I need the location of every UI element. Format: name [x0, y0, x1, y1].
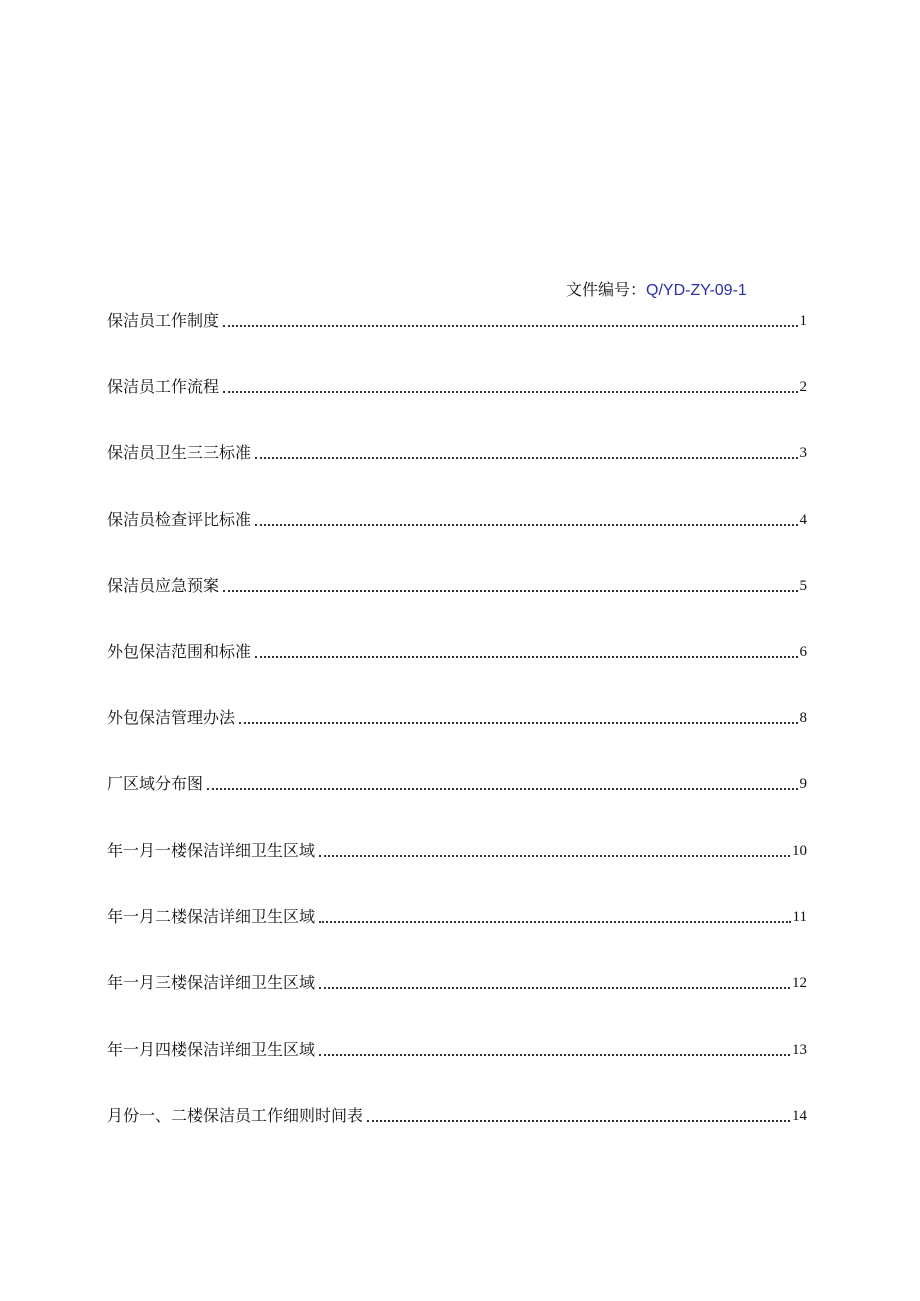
toc-entry-page: 9: [799, 776, 807, 792]
toc-entry-page: 1: [799, 313, 807, 329]
toc-entry[interactable]: [107, 1037, 807, 1061]
toc-dot-leader: [319, 1054, 790, 1056]
toc-entry-title: 年一月三楼保洁详细卫生区域: [107, 973, 316, 992]
toc-dot-leader: [255, 457, 797, 459]
toc-dot-leader: [319, 987, 790, 989]
toc-entry-page: 12: [792, 975, 807, 991]
toc-dot-leader: [255, 524, 797, 526]
toc-entry[interactable]: [107, 440, 807, 464]
toc-entry-title: 保洁员工作流程: [107, 377, 220, 396]
toc-entry-title: 年一月四楼保洁详细卫生区域: [107, 1040, 316, 1059]
toc-entry-title: 月份一、二楼保洁员工作细则时间表: [107, 1106, 364, 1125]
toc-dot-leader: [319, 921, 791, 923]
toc-entry-title: 保洁员检查评比标准: [107, 510, 252, 529]
toc-dot-leader: [223, 590, 797, 592]
toc-entry-title: 保洁员工作制度: [107, 311, 220, 330]
document-number-label: 文件编号：: [566, 280, 647, 299]
toc-dot-leader: [223, 391, 797, 393]
document-number: [566, 279, 747, 302]
toc-dot-leader: [207, 788, 797, 790]
toc-entry[interactable]: [107, 970, 807, 994]
toc-entry[interactable]: [107, 771, 807, 795]
toc-dot-leader: [239, 722, 797, 724]
toc-entry-page: 13: [792, 1042, 807, 1058]
toc-entry[interactable]: [107, 1103, 807, 1127]
toc-entry-page: 11: [792, 909, 807, 925]
toc-entry-page: 10: [792, 843, 807, 859]
toc-entry-title: 保洁员卫生三三标准: [107, 443, 252, 462]
toc-entry[interactable]: [107, 573, 807, 597]
toc-entry[interactable]: [107, 705, 807, 729]
toc-entry-title: 年一月一楼保洁详细卫生区域: [107, 841, 316, 860]
toc-entry[interactable]: [107, 374, 807, 398]
toc-dot-leader: [223, 325, 797, 327]
toc-entry[interactable]: [107, 507, 807, 531]
toc-entry[interactable]: [107, 639, 807, 663]
toc-entry-title: 外包保洁范围和标准: [107, 642, 252, 661]
toc-entry-page: 6: [799, 644, 807, 660]
toc-dot-leader: [255, 656, 797, 658]
toc-entry-page: 3: [799, 445, 807, 461]
toc-entry-page: 8: [799, 710, 807, 726]
toc-dot-leader: [367, 1120, 790, 1122]
toc-entry-page: 4: [799, 512, 807, 528]
toc-entry[interactable]: [107, 838, 807, 862]
document-number-value: Q/YD-ZY-09-1: [646, 282, 747, 299]
toc-dot-leader: [319, 855, 790, 857]
toc-entry-title: 外包保洁管理办法: [107, 708, 236, 727]
toc-entry-title: 年一月二楼保洁详细卫生区域: [107, 907, 316, 926]
toc-entry[interactable]: [107, 904, 807, 928]
toc-entry-page: 2: [799, 379, 807, 395]
toc-entry-title: 厂区域分布图: [107, 774, 204, 793]
toc-entry-title: 保洁员应急预案: [107, 576, 220, 595]
toc-entry[interactable]: [107, 308, 807, 332]
toc-entry-page: 14: [792, 1108, 807, 1124]
toc-entry-page: 5: [799, 578, 807, 594]
